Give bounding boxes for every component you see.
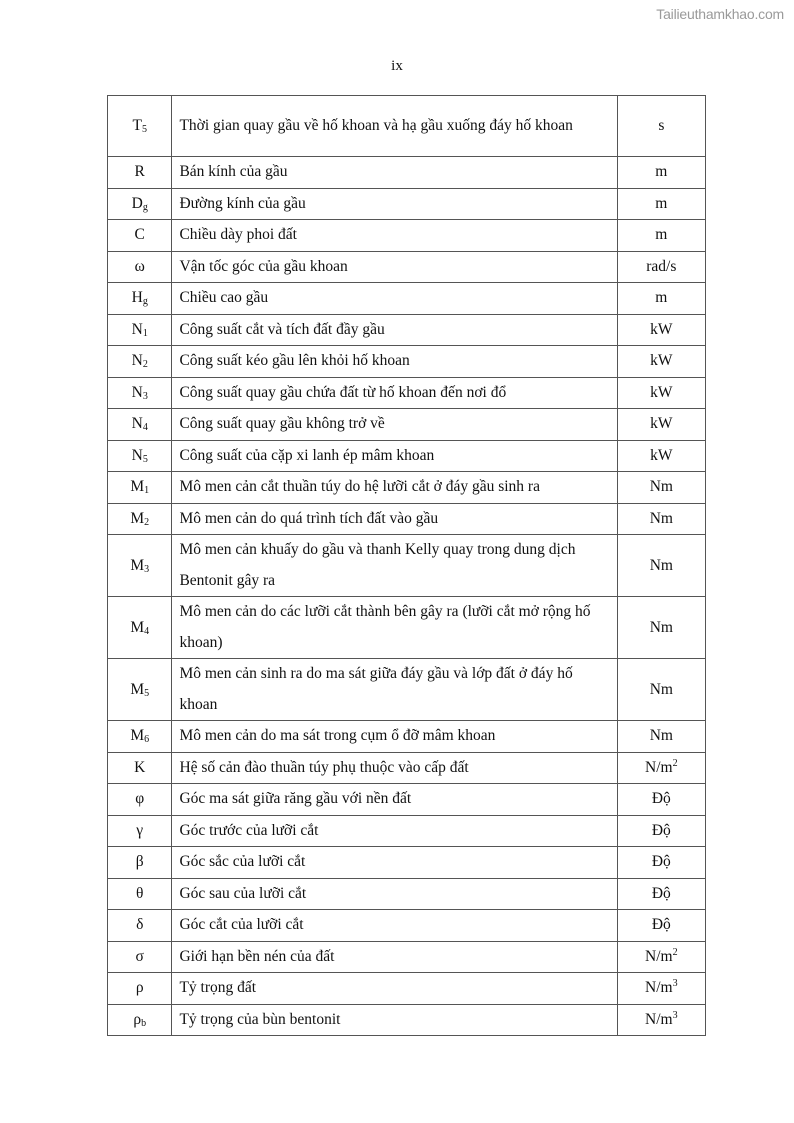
symbol: ρ bbox=[135, 979, 144, 997]
symbol: M bbox=[130, 618, 145, 636]
description: Hệ số cản đào thuần túy phụ thuộc vào cấp đất bbox=[179, 758, 469, 776]
symbol-subscript: 2 bbox=[142, 359, 148, 371]
description: Góc trước của lưỡi cắt bbox=[179, 821, 319, 839]
unit-cell bbox=[617, 597, 705, 659]
symbol: R bbox=[134, 163, 145, 181]
description: Tỷ trọng đất bbox=[179, 979, 257, 996]
table-row bbox=[108, 251, 706, 283]
unit-cell bbox=[617, 409, 705, 441]
description: Bán kính của gầu bbox=[179, 163, 288, 180]
unit: N/m bbox=[645, 947, 673, 965]
symbol-subscript: 1 bbox=[142, 327, 148, 339]
symbol: H bbox=[131, 289, 143, 307]
unit-cell bbox=[617, 157, 705, 189]
description: Góc ma sát giữa răng gầu với nền đất bbox=[179, 790, 412, 807]
unit-superscript: 2 bbox=[672, 757, 678, 769]
table-row bbox=[108, 659, 706, 721]
description: Công suất kéo gầu lên khỏi hố khoan bbox=[179, 352, 410, 369]
symbol-cell bbox=[108, 784, 172, 816]
description-cell bbox=[172, 346, 617, 378]
description-cell bbox=[172, 96, 617, 157]
table-row bbox=[108, 188, 706, 220]
unit: m bbox=[655, 194, 668, 212]
description-cell bbox=[172, 941, 617, 973]
unit: N/m bbox=[645, 1010, 673, 1028]
symbol-cell bbox=[108, 251, 172, 283]
description: Công suất của cặp xi lanh ép mâm khoan bbox=[179, 446, 435, 464]
symbol-cell bbox=[108, 283, 172, 315]
unit-cell bbox=[617, 941, 705, 973]
symbol-cell bbox=[108, 472, 172, 504]
description: Mô men cản do ma sát trong cụm ổ đỡ mâm khoan bbox=[179, 727, 496, 744]
symbol-subscript: 3 bbox=[144, 563, 150, 575]
symbol: N bbox=[131, 320, 143, 338]
symbol-cell bbox=[108, 752, 172, 784]
description-cell bbox=[172, 472, 617, 504]
description-cell bbox=[172, 659, 617, 721]
table-row bbox=[108, 815, 706, 847]
unit-cell bbox=[617, 472, 705, 504]
symbol: N bbox=[131, 415, 143, 433]
unit-superscript: 2 bbox=[672, 946, 678, 958]
unit-superscript: 3 bbox=[672, 978, 678, 990]
table-row bbox=[108, 440, 706, 472]
symbol: θ bbox=[136, 884, 144, 902]
description: Mô men cản do quá trình tích đất vào gầu bbox=[179, 509, 439, 527]
description: Vận tốc góc của gầu khoan bbox=[179, 257, 348, 275]
unit: Độ bbox=[651, 884, 671, 902]
unit-cell bbox=[617, 878, 705, 910]
description-cell bbox=[172, 283, 617, 315]
symbol-subscript: 5 bbox=[142, 453, 148, 465]
description-cell bbox=[172, 377, 617, 409]
page-number: ix bbox=[391, 58, 403, 74]
description-cell bbox=[172, 1004, 617, 1036]
symbol-subscript: b bbox=[141, 1017, 147, 1029]
description-cell bbox=[172, 815, 617, 847]
unit-cell bbox=[617, 283, 705, 315]
symbol-subscript: 5 bbox=[141, 124, 147, 135]
table-row bbox=[108, 597, 706, 659]
table-row bbox=[108, 96, 706, 157]
symbol-subscript: 5 bbox=[144, 687, 150, 699]
symbol-cell bbox=[108, 377, 172, 409]
table-row bbox=[108, 377, 706, 409]
description: Giới hạn bền nén của đất bbox=[179, 947, 335, 965]
symbols-table bbox=[107, 95, 706, 1036]
unit: kW bbox=[650, 446, 673, 464]
unit: m bbox=[655, 163, 668, 181]
description: Mô men cản sinh ra do ma sát giữa đáy gầu và lớp đất ở đáy hố khoan bbox=[179, 665, 573, 713]
description-cell bbox=[172, 752, 617, 784]
symbol: C bbox=[134, 226, 145, 244]
unit: N/m bbox=[645, 758, 673, 776]
description-cell bbox=[172, 721, 617, 753]
description-cell bbox=[172, 157, 617, 189]
unit: Độ bbox=[651, 853, 671, 871]
symbol-cell bbox=[108, 535, 172, 597]
unit: m bbox=[655, 289, 668, 307]
unit-cell bbox=[617, 973, 705, 1005]
description-cell bbox=[172, 188, 617, 220]
description-cell bbox=[172, 784, 617, 816]
unit-cell bbox=[617, 346, 705, 378]
symbol-subscript: g bbox=[142, 296, 148, 308]
table-row bbox=[108, 409, 706, 441]
unit: Nm bbox=[649, 509, 673, 527]
description: Chiều cao gầu bbox=[179, 289, 269, 306]
symbol: ρ bbox=[133, 1010, 142, 1028]
unit: N/m bbox=[645, 979, 673, 997]
unit: Nm bbox=[649, 618, 673, 636]
description: Mô men cản do các lưỡi cắt thành bên gây ra (lưỡi cắt mở rộng hố khoan) bbox=[179, 603, 591, 651]
symbol-cell bbox=[108, 157, 172, 189]
unit: Độ bbox=[651, 821, 671, 839]
table-row bbox=[108, 283, 706, 315]
description-cell bbox=[172, 535, 617, 597]
unit-cell bbox=[617, 503, 705, 535]
symbol: δ bbox=[136, 916, 144, 934]
description-cell bbox=[172, 409, 617, 441]
symbol-cell bbox=[108, 440, 172, 472]
table-row bbox=[108, 847, 706, 879]
unit: kW bbox=[650, 320, 673, 338]
symbol: σ bbox=[135, 947, 144, 965]
symbol-cell bbox=[108, 96, 172, 157]
symbol-subscript: 6 bbox=[144, 734, 150, 746]
description: Thời gian quay gầu về hố khoan và hạ gầu xuống đáy hố khoan bbox=[179, 116, 573, 134]
symbol: M bbox=[130, 478, 145, 496]
symbol-subscript: 3 bbox=[142, 390, 148, 402]
description: Góc sắc của lưỡi cắt bbox=[179, 853, 306, 870]
description: Công suất cắt và tích đất đầy gầu bbox=[179, 320, 385, 338]
unit-cell bbox=[617, 721, 705, 753]
symbol-cell bbox=[108, 1004, 172, 1036]
description-cell bbox=[172, 220, 617, 252]
unit: m bbox=[655, 226, 668, 244]
symbol-subscript: 2 bbox=[144, 516, 150, 528]
unit: Nm bbox=[649, 556, 673, 574]
symbol: M bbox=[130, 509, 145, 527]
symbols-table-body bbox=[108, 96, 706, 1036]
symbol-cell bbox=[108, 659, 172, 721]
symbol-cell bbox=[108, 188, 172, 220]
symbol-cell bbox=[108, 409, 172, 441]
unit: kW bbox=[650, 383, 673, 401]
description-cell bbox=[172, 847, 617, 879]
symbol: M bbox=[130, 556, 145, 574]
unit: kW bbox=[650, 352, 673, 370]
unit-cell bbox=[617, 377, 705, 409]
table-row bbox=[108, 472, 706, 504]
table-row bbox=[108, 973, 706, 1005]
symbol: T bbox=[132, 117, 142, 134]
unit: Độ bbox=[651, 790, 671, 808]
symbol-subscript: 1 bbox=[144, 485, 150, 497]
unit-cell bbox=[617, 188, 705, 220]
symbol-cell bbox=[108, 941, 172, 973]
symbol-cell bbox=[108, 847, 172, 879]
symbol: D bbox=[131, 194, 143, 212]
unit-cell bbox=[617, 910, 705, 942]
unit-cell bbox=[617, 96, 705, 157]
symbol-cell bbox=[108, 721, 172, 753]
symbol: ω bbox=[134, 257, 145, 275]
symbol: M bbox=[130, 680, 145, 698]
description-cell bbox=[172, 878, 617, 910]
symbol-cell bbox=[108, 878, 172, 910]
unit: Nm bbox=[649, 680, 673, 698]
symbol-cell bbox=[108, 503, 172, 535]
unit-cell bbox=[617, 784, 705, 816]
table-row bbox=[108, 535, 706, 597]
unit-cell bbox=[617, 659, 705, 721]
table-row bbox=[108, 752, 706, 784]
unit-cell bbox=[617, 220, 705, 252]
symbol-cell bbox=[108, 220, 172, 252]
description-cell bbox=[172, 597, 617, 659]
watermark: Tailieuthamkhao.com bbox=[656, 6, 784, 22]
description: Đường kính của gầu bbox=[179, 194, 306, 212]
symbol-subscript: 4 bbox=[142, 422, 148, 434]
description: Mô men cản cắt thuần túy do hệ lưỡi cắt ở đáy gầu sinh ra bbox=[179, 478, 540, 495]
symbol-cell bbox=[108, 597, 172, 659]
description: Mô men cản khuấy do gầu và thanh Kelly quay trong dung dịch Bentonit gây ra bbox=[179, 541, 576, 589]
unit: s bbox=[658, 117, 665, 134]
description-cell bbox=[172, 440, 617, 472]
description: Tỷ trọng của bùn bentonit bbox=[179, 1010, 341, 1028]
unit: kW bbox=[650, 415, 673, 433]
unit: Độ bbox=[651, 916, 671, 934]
unit-cell bbox=[617, 314, 705, 346]
symbol: N bbox=[131, 446, 143, 464]
description: Công suất quay gầu chứa đất từ hố khoan đến nơi đổ bbox=[179, 383, 507, 401]
unit: rad/s bbox=[646, 257, 677, 275]
table-row bbox=[108, 314, 706, 346]
unit-cell bbox=[617, 440, 705, 472]
symbol-cell bbox=[108, 910, 172, 942]
symbol-cell bbox=[108, 346, 172, 378]
unit-superscript: 3 bbox=[672, 1009, 678, 1021]
table-row bbox=[108, 941, 706, 973]
unit: Nm bbox=[649, 727, 673, 745]
description-cell bbox=[172, 503, 617, 535]
table-row bbox=[108, 346, 706, 378]
symbol-cell bbox=[108, 815, 172, 847]
symbol: β bbox=[135, 853, 144, 871]
symbol: N bbox=[131, 352, 143, 370]
symbol: K bbox=[134, 758, 146, 776]
unit-cell bbox=[617, 847, 705, 879]
description: Góc cắt của lưỡi cắt bbox=[179, 916, 304, 933]
table-row bbox=[108, 220, 706, 252]
description: Chiều dày phoi đất bbox=[179, 226, 297, 243]
unit-cell bbox=[617, 1004, 705, 1036]
symbol-cell bbox=[108, 314, 172, 346]
symbol-subscript: g bbox=[142, 201, 148, 213]
table-row bbox=[108, 157, 706, 189]
symbol-cell bbox=[108, 973, 172, 1005]
description-cell bbox=[172, 314, 617, 346]
symbol-subscript: 4 bbox=[144, 625, 150, 637]
description-cell bbox=[172, 251, 617, 283]
unit-cell bbox=[617, 251, 705, 283]
symbol: γ bbox=[136, 821, 144, 839]
unit-cell bbox=[617, 815, 705, 847]
table-row bbox=[108, 878, 706, 910]
description: Công suất quay gầu không trở về bbox=[179, 415, 385, 432]
unit-cell bbox=[617, 752, 705, 784]
unit: Nm bbox=[649, 478, 673, 496]
symbol: M bbox=[130, 727, 145, 745]
table-row bbox=[108, 784, 706, 816]
symbol: N bbox=[131, 383, 143, 401]
table-row bbox=[108, 1004, 706, 1036]
table-row bbox=[108, 721, 706, 753]
symbol: φ bbox=[135, 790, 145, 808]
table-row bbox=[108, 503, 706, 535]
description: Góc sau của lưỡi cắt bbox=[179, 884, 307, 902]
table-row bbox=[108, 910, 706, 942]
description-cell bbox=[172, 910, 617, 942]
description-cell bbox=[172, 973, 617, 1005]
unit-cell bbox=[617, 535, 705, 597]
